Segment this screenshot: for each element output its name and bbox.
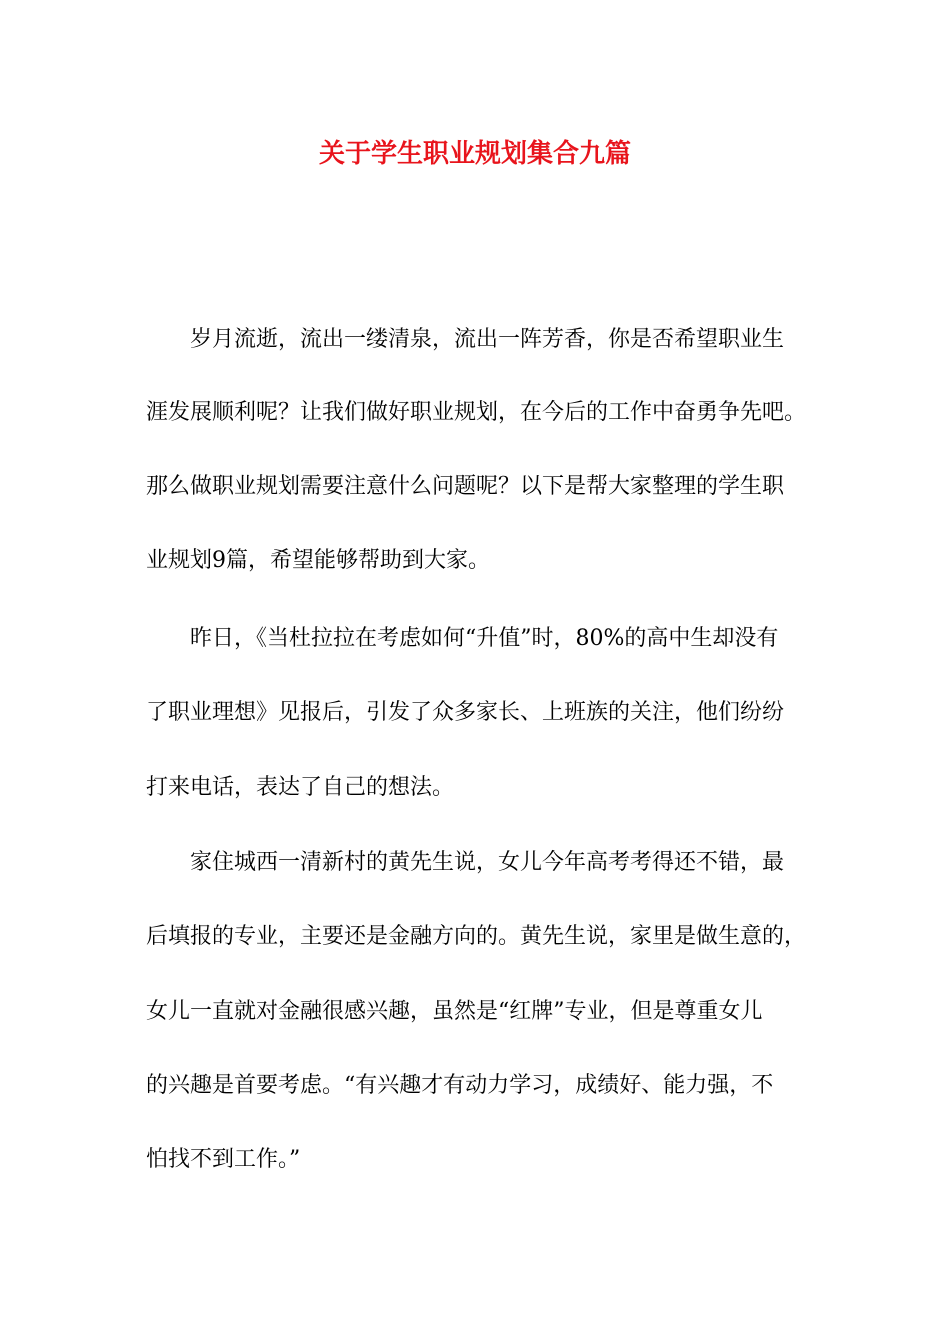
paragraph-line: 的兴趣是首要考虑。“有兴趣才有动力学习，成绩好、能力强，不	[146, 1073, 774, 1098]
paragraph-line: 后填报的专业，主要还是金融方向的。黄先生说，家里是做生意的，	[146, 924, 807, 949]
paragraph-line: 女儿一直就对金融很感兴趣，虽然是“红牌”专业，但是尊重女儿	[146, 999, 763, 1024]
paragraph-line: 业规划9篇，希望能够帮助到大家。	[146, 548, 490, 573]
paragraph-line: 家住城西一清新村的黄先生说，女儿今年高考考得还不错，最	[190, 850, 785, 875]
paragraph-line: 打来电话，表达了自己的想法。	[146, 775, 455, 800]
document-title: 关于学生职业规划集合九篇	[318, 139, 631, 169]
paragraph-line: 怕找不到工作。”	[146, 1147, 301, 1172]
paragraph-line: 那么做职业规划需要注意什么问题呢？以下是帮大家整理的学生职	[146, 474, 785, 499]
paragraph-line: 岁月流逝，流出一缕清泉，流出一阵芳香，你是否希望职业生	[190, 327, 785, 352]
paragraph-line: 昨日，《当杜拉拉在考虑如何“升值”时，80%的高中生却没有	[190, 626, 779, 651]
paragraph-line: 涯发展顺利呢？让我们做好职业规划，在今后的工作中奋勇争先吧。	[146, 400, 807, 425]
paragraph-line: 了职业理想》见报后，引发了众多家长、上班族的关注，他们纷纷	[146, 700, 785, 725]
